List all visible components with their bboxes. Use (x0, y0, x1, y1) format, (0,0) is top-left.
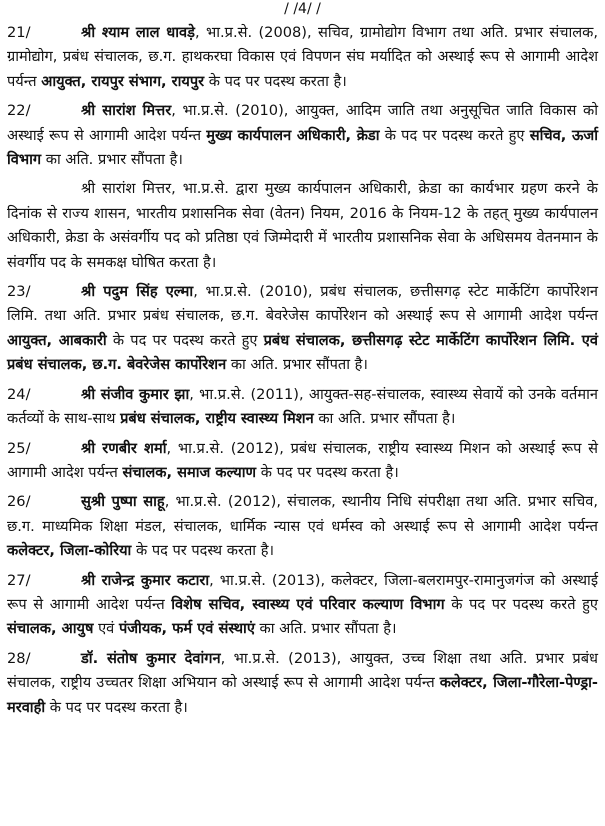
order-text: , भा.प्र.से. (2008), सचिव, ग्रामोद्योग विभाग तथा अति. प्रभार संचालक, ग्रामोद्योग, प्रबंध संचालक, छ.ग. हाथकरघा विकास एवं विपणन संघ मर्यादित को अस्थाई रूप से आगामी आदेश पर्यन्त (7, 24, 598, 90)
order-text: , भा.प्र.से. (2013), आयुक्त, उच्च शिक्षा तथा अति. प्रभार प्रबंध संचालक, राष्ट्रीय उच्चतर शिक्षा अभियान को अस्थाई रूप से आगामी आदेश पर्यन्त (7, 649, 598, 692)
additional-charge-title: प्रबंध संचालक, राष्ट्रीय स्वास्थ्य मिशन (120, 410, 314, 428)
officer-name: सुश्री पुष्पा साहू (81, 493, 165, 511)
posting-title: कलेक्टर, जिला-गौरेला-पेण्ड्रा-मरवाही (7, 674, 598, 716)
order-number: 21/ (7, 24, 31, 41)
posting-title: कलेक्टर, जिला-कोरिया (7, 542, 132, 560)
page-number: / /4/ / (284, 1, 321, 17)
order-number: 28/ (7, 649, 31, 667)
order-item-25 (7, 437, 598, 486)
order-text: का अति. प्रभार सौंपता है। (254, 620, 397, 638)
order-number: 22/ (7, 102, 31, 120)
order-text: के पद पर पदस्थ करता है। (204, 72, 347, 90)
officer-name: श्री पदुम सिंह एल्मा (81, 283, 194, 301)
order-text: के पद पर पदस्थ करता है। (256, 463, 399, 481)
order-text: , भा.प्र.से. (2012), प्रबंध संचालक, राष्ट्रीय स्वास्थ्य मिशन को अस्थाई रूप से आगामी आदेश पर्यन्त (7, 439, 598, 481)
order-text: एवं (93, 620, 119, 638)
order-item-28 (7, 647, 598, 720)
order-number: 26/ (7, 493, 31, 511)
posting-title: विशेष सचिव, स्वास्थ्य एवं परिवार कल्याण विभाग (171, 595, 445, 613)
order-text: , भा.प्र.से. (2013), कलेक्टर, जिला-बलरामपुर-रामानुजगंज को अस्थाई रूप से आगामी आदेश पर्यन्त (7, 571, 598, 613)
order-note-22: श्री सारांश मित्तर, भा.प्र.से. द्वारा मुख्य कार्यपालन अधिकारी, क्रेडा का कार्यभार ग्रहण करने के दिनांक से राज्य शासन, भारतीय प्रशासनिक सेवा (वेतन) नियम, 2016 के नियम-12 के तहत् मुख्य कार्यपालन अधिकारी, क्रेडा के असंवर्गीय पद को प्रतिष्ठा एवं जिम्मेदारी में भारतीय प्रशासनिक सेवा के अधिसमय वेतनमान के संवर्गीय पद के समकक्ष घोषित करता है। (7, 180, 598, 271)
order-item-21 (7, 21, 598, 94)
additional-charge-title: संचालक, आयुष (7, 620, 94, 638)
order-text: , भा.प्र.से. (2012), संचालक, स्थानीय निधि संपरीक्षा तथा अति. प्रभार सचिव, छ.ग. माध्यमिक शिक्षा मंडल, संचालक, धार्मिक न्यास एवं धर्मस्व को अस्थाई रूप से आगामी आदेश पर्यन्त (7, 493, 598, 535)
order-text: का अति. प्रभार सौंपता है। (226, 356, 368, 374)
order-number: 24/ (7, 385, 31, 403)
order-item-27 (7, 569, 598, 642)
additional-charge-title: प्रबंध संचालक, छत्तीसगढ़ स्टेट मार्केटिंग कार्पोरेशन लिमि. एवं प्रबंध संचालक, छ.ग. बेवरेजेस कार्पोरेशन (7, 331, 598, 374)
posting-title: संचालक, समाज कल्याण (122, 463, 257, 481)
order-text: , भा.प्र.से. (2011), आयुक्त-सह-संचालक, स्वास्थ्य सेवायें को उनके वर्तमान कर्तव्यों के साथ-साथ (7, 385, 598, 428)
order-number: 23/ (7, 283, 31, 301)
officer-name: श्री राजेन्द्र कुमार कटारा (81, 571, 210, 589)
order-item-22 (7, 99, 598, 172)
order-number: 27/ (7, 571, 31, 589)
posting-title: आयुक्त, रायपुर संभाग, रायपुर (41, 72, 205, 90)
order-text: के पद पर पदस्थ करता है। (131, 542, 274, 560)
order-item-23 (7, 280, 598, 378)
officer-name: श्री रणबीर शर्मा (81, 439, 167, 457)
order-text: का अति. प्रभार सौंपता है। (41, 151, 183, 169)
posting-title: आयुक्त, आबकारी (7, 331, 107, 349)
order-text: , भा.प्र.से. (2010), प्रबंध संचालक, छत्तीसगढ़ स्टेट मार्केटिंग कार्पोरेशन लिमि. तथा अति. प्रभार प्रबंध संचालक, छ.ग. बेवरेजेस कार्पोरेशन को अस्थाई रूप से आगामी आदेश पर्यन्त (7, 283, 598, 325)
posting-title: मुख्य कार्यपालन अधिकारी, क्रेडा (206, 126, 380, 144)
order-number: 25/ (7, 439, 31, 457)
order-text: के पद पर पदस्थ करते हुए (106, 331, 264, 349)
order-text: , भा.प्र.से. (2010), आयुक्त, आदिम जाति तथा अनुसूचित जाति विकास को अस्थाई रूप से आगामी आदेश पर्यन्त (7, 102, 599, 144)
additional-charge-title: सचिव, ऊर्जा विभाग (7, 126, 599, 169)
officer-name: श्री सारांश मित्तर (81, 102, 172, 120)
order-text: का अति. प्रभार सौंपता है। (313, 410, 456, 428)
order-text: के पद पर पदस्थ करते हुए (444, 595, 598, 613)
order-item-26 (7, 490, 598, 563)
officer-name: श्री संजीव कुमार झा (81, 385, 190, 403)
order-text: के पद पर पदस्थ करता है। (45, 698, 188, 716)
order-text: के पद पर पदस्थ करते हुए (379, 126, 530, 144)
officer-name: डॉ. संतोष कुमार देवांगन (81, 649, 221, 667)
order-list (7, 21, 598, 720)
officer-name: श्री श्याम लाल धावड़े (81, 24, 195, 41)
additional-charge-title: पंजीयक, फर्म एवं संस्थाएं (118, 620, 255, 638)
order-item-24 (7, 383, 598, 432)
